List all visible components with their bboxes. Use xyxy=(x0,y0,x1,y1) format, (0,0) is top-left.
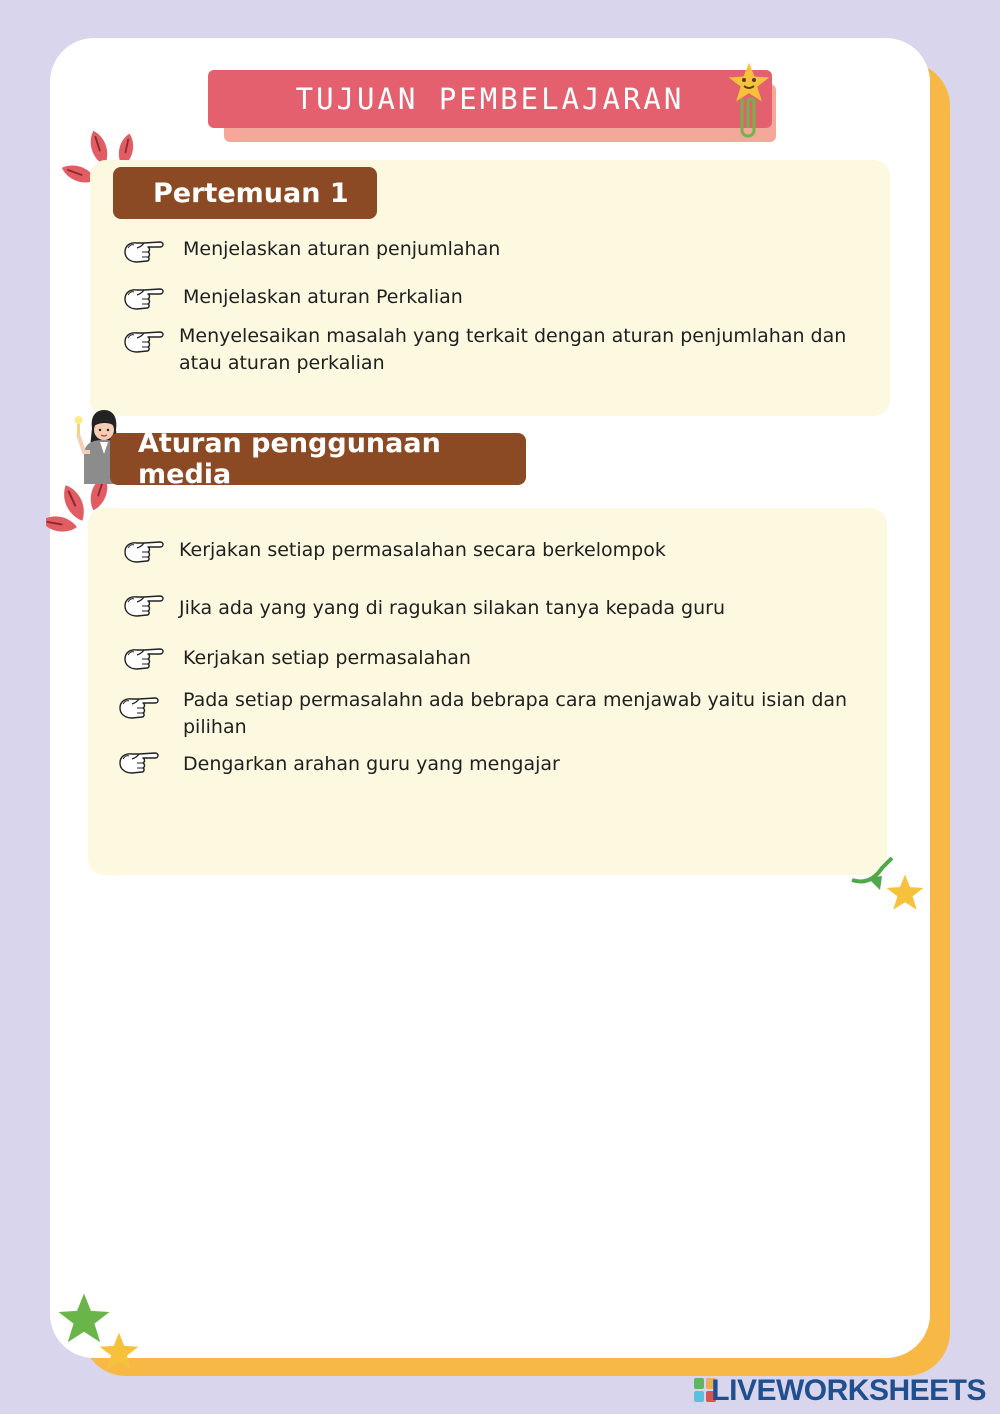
star-decoration-right xyxy=(848,854,930,920)
star-paperclip-icon xyxy=(722,58,778,144)
list-item: Pada setiap permasalahn ada bebrapa cara menjawab yaitu isian dan pilihan xyxy=(183,689,848,738)
star-decoration-bottom xyxy=(52,1290,152,1380)
list-item: Menjelaskan aturan Perkalian xyxy=(183,286,463,308)
pointing-hand-icon xyxy=(117,747,161,779)
section-heading-pertemuan: Pertemuan 1 xyxy=(113,167,377,219)
list-item: Menyelesaikan masalah yang terkait dengan aturan penjumlahan dan atau aturan perkalian xyxy=(179,325,847,374)
page-title: TUJUAN PEMBELAJARAN xyxy=(208,70,772,128)
list-item: Jika ada yang yang di ragukan silakan tanya kepada guru xyxy=(179,597,725,619)
pointing-hand-icon xyxy=(122,283,166,315)
list-item: Kerjakan setiap permasalahan xyxy=(183,647,471,669)
pointing-hand-icon xyxy=(122,590,166,622)
pointing-hand-icon xyxy=(122,643,166,675)
pointing-hand-icon xyxy=(117,692,161,724)
pointing-hand-icon xyxy=(122,236,166,268)
section-heading-aturan: Aturan penggunaan media xyxy=(110,433,526,485)
pointing-hand-icon xyxy=(122,326,166,358)
brand-watermark[interactable]: LIVEWORKSHEETS xyxy=(711,1374,986,1407)
list-item: Menjelaskan aturan penjumlahan xyxy=(183,238,501,260)
pointing-hand-icon xyxy=(122,536,166,568)
list-item: Dengarkan arahan guru yang mengajar xyxy=(183,753,560,775)
list-item: Kerjakan setiap permasalahan secara berkelompok xyxy=(179,539,666,561)
